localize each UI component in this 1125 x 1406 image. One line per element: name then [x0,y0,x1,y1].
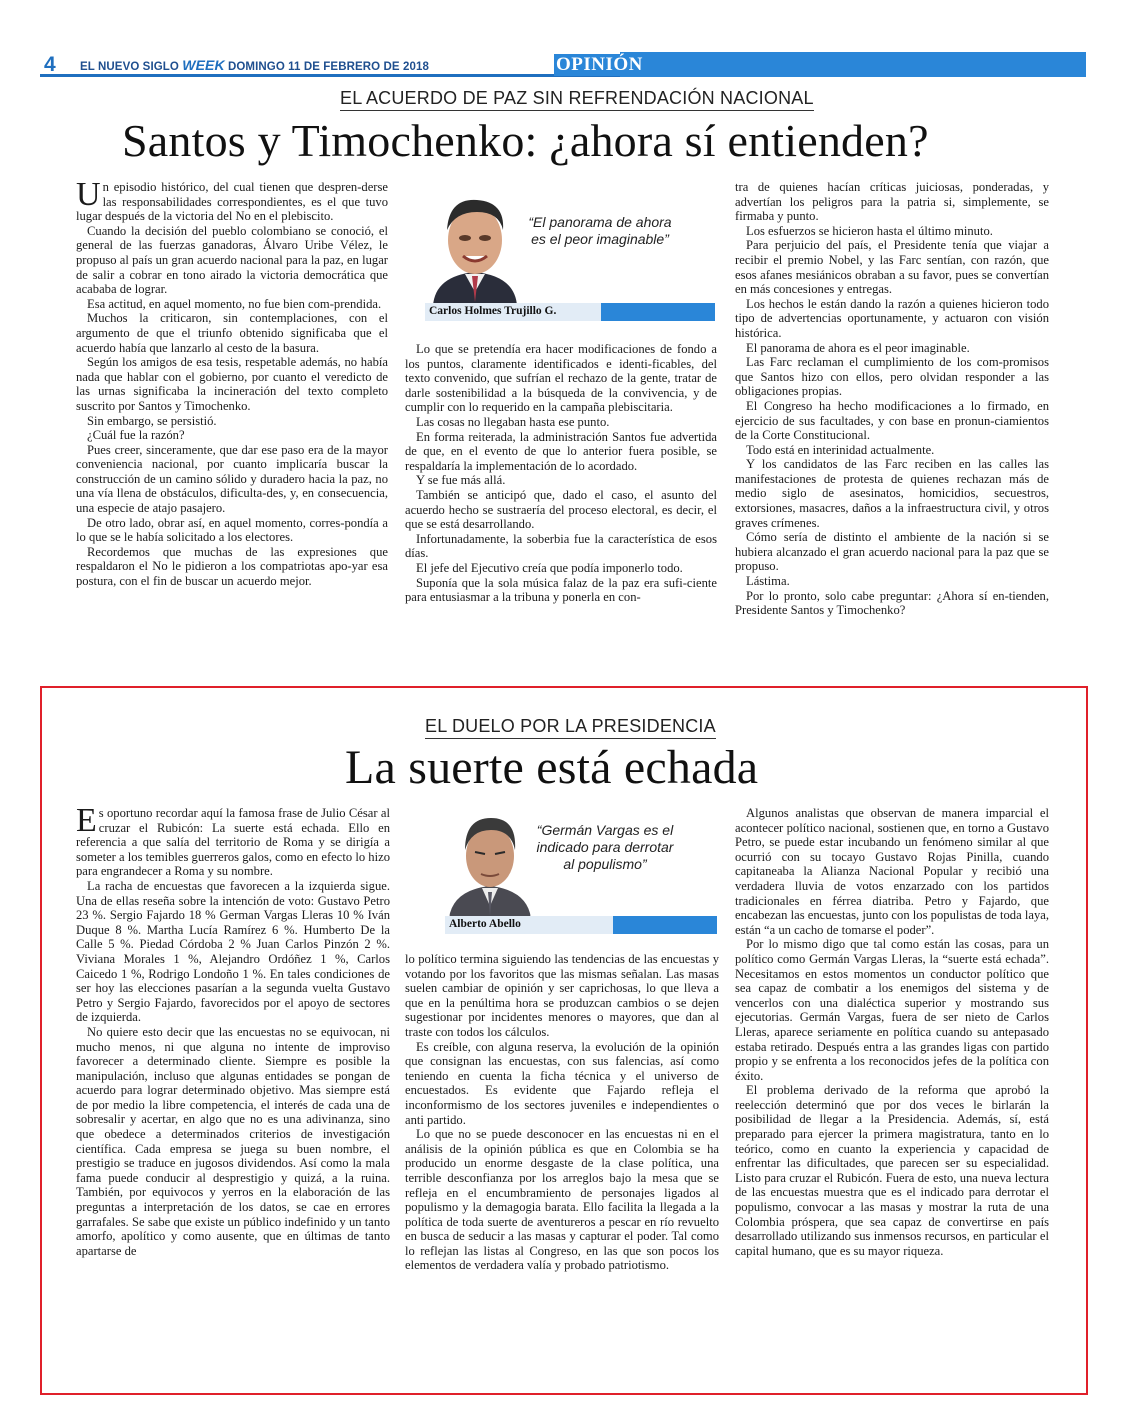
paragraph: Pues creer, sinceramente, que dar ese paso era de la mayor conveniencia nacional, por cuanto implicaría buscar la construcción de un camino sólido y duradero hacia la paz, no una vía llena de obstáculos, dificulta-des, y, en consecuencia, una especie de atajo pasajero. [76,442,388,516]
dropcap: U [76,176,101,213]
masthead [40,52,1086,77]
article1-author-box [405,182,715,324]
article1-author-bar [425,303,715,321]
paragraph: Y los candidatos de las Farc reciben en las calles las manifestaciones de protesta de quienes rechazan más de medio siglo de asesinatos, homicidios, secuestros, extorsiones, masacres, daños a la infraestructura civil, y otros graves crímenes. [735,457,1049,530]
article2-author-bar [445,916,717,934]
article2-column-1 [76,802,390,1258]
paragraph: Y se fue más allá. [416,473,506,488]
paragraph: Cómo sería de distinto el ambiente de la nación si se hubiera alcanzado el gran acuerdo nacional para la paz que se propuso. [735,530,1049,574]
paragraph: Es creíble, con alguna reserva, la evolución de la opinión que consignan las encuestas, con sus falencias, así como teniendo en cuenta la ficha técnica y el universo de encuestados. Es evidente que Fajardo refleja el inconformismo de los sectores juveniles e independientes o anti partido. [405,1039,719,1127]
dropcap: E [76,802,97,839]
article1-column-3 [735,180,1049,618]
paragraph: Las Farc reclaman el cumplimiento de los com-promisos que Santos hizo con ellos, pero olvidan responder a las obligaciones propias. [735,355,1049,399]
article2-kicker: EL DUELO POR LA PRESIDENCIA [425,716,716,739]
author-portrait [425,184,525,306]
paragraph: Las cosas no llegaban hasta ese punto. [416,414,610,429]
paragraph: Los hechos le están dando la razón a quienes hicieron todo tipo de advertencias oportunamente, y actuaron con visión histórica. [735,296,1049,340]
article2-author-name: Alberto Abello [449,918,521,930]
publication-name: EL NUEVO SIGLO [80,61,179,73]
article2-column-2 [405,952,719,1273]
article1-headline: Santos y Timochenko: ¿ahora sí entienden? [122,115,929,166]
paragraph: En forma reiterada, la administración Santos fue advertida de que, en el evento de que lo anterior fuera posible, se respaldaría la implementación de lo acordado. [405,429,717,473]
article2-pull-quote: “Germán Vargas es el indicado para derrotar al populismo” [536,822,674,872]
author-bar-blue [601,303,715,321]
author-portrait [445,806,535,918]
paragraph: Infortunadamente, la soberbia fue la característica de esos días. [405,531,717,561]
paragraph: Algunos analistas que observan de manera imparcial el acontecer político nacional, sostienen que, en torno a Gustavo Petro, se puede estar incubando un fenómeno similar al que ocurrió con su tocayo Gustavo Rojas Pinilla, cuando capitaneaba la Alianza Nacional Popular y recibió una verdadera lluvia de votos enzarzado con los partidos tradicionales en férrea diatriba. Petro y Fajardo, que encabezan las encuestas, junto con los populistas de toda laya, están “a un cacho de tomarse el poder”. [735,806,1049,937]
paragraph: No quiere esto decir que las encuestas no se equivocan, ni mucho menos, ni que alguna no intente de improviso favorecer a determinado cliente. Siempre es posible la manipulación, incluso que algunas entidades se pongan de acuerdo para lograr determinado objetivo. Mas siempre está de por medio la libre competencia, el interés de cada una de sobresalir y acertar, en algo que no es una adivinanza, sino que obedece a determinados criterios de investigación científica. Cada empresa se juega su buen nombre, el prestigio se traduce en jugosos dividendos. Así como la mala fama puede conducir al desprestigio y quizá, a la ruina. También, por equivocos y yerros en la elaboración de las preguntas a interpretación de los datos, se cae en errores garrafales. Se sabe que existe un público indefinido y un tanto amorfo, apolítico y como ausente, que en últimas de tanto apartarse de [76,1024,390,1258]
paragraph: Los esfuerzos se hicieron hasta el último minuto. [746,223,993,238]
paragraph: De otro lado, obrar así, en aquel momento, corres-pondía a lo que se le había solicitado a los electores. [76,515,388,545]
masthead-text [80,57,429,73]
paragraph: La racha de encuestas que favorecen a la izquierda sigue. Una de ellas reseña sobre la intención de voto: Gustavo Petro 23 %. Sergio Fajardo 18 % German Vargas Lleras 10 % Iván Duque 8 %. Martha Lucía Ramírez 6 %. Humberto De la Calle 5 %. Piedad Córdoba 2 % Juan Carlos Pinzón 2 %. Viviana Morales 1 %, Alejandro Ordóñez 1 %, Carlos Caicedo 1 %, Rodrigo Londoño 1 %. En tales condiciones de ser hoy las elecciones pasarían a la segunda vuelta Gustavo Petro y Sergio Fajardo, favorecidos por el apoyo de sectores de izquierda. [76,878,390,1025]
paragraph: Esa actitud, en aquel momento, no fue bien com-prendida. [87,296,382,311]
paragraph: Todo está en interinidad actualmente. [746,442,935,457]
article1-author-name: Carlos Holmes Trujillo G. [429,305,557,317]
paragraph: Un episodio histórico, del cual tienen que despren-derse las responsabilidades correspondientes, es el que tuvo lugar después de la victoria del No en el plebiscito. [76,176,388,224]
paragraph: Recordemos que muchas de las expresiones que respaldaron el No le pidieron a los compatriotas apo-yar esa postura, con el fin de buscar un acuerdo mejor. [76,544,388,589]
edition-name: WEEK [182,57,225,73]
article2-author-box [405,806,717,936]
paragraph: También se anticipó que, dado el caso, el asunto del acuerdo hecho se sustraería del proceso electoral, es decir, el que se está desarrollando. [405,487,717,532]
paragraph: Es oportuno recordar aquí la famosa frase de Julio César al cruzar el Rubicón: La suerte está echada. Ello en referencia a que salía del territorio de Roma y se dirigía a someter a los temibles guerreros galos, como en efecto lo hizo para engrandecer a Roma y su nombre. [76,802,390,879]
paragraph: Cuando la decisión del pueblo colombiano se conoció, el general de las fuerzas ganadoras, Álvaro Uribe Vélez, le propuso al país un gran acuerdo nacional para la paz, en lugar de salir a cobrar en tono airado la victoria democrática que acababa de lograr. [76,223,388,297]
paragraph: Lo que no se puede desconocer en las encuestas ni en el análisis de la opinión pública es que en Colombia se ha producido un enorme desgaste de la clase política, una terrible desconfianza por los arreglos bajo la mesa que se refleja en el encumbramiento de personajes ligados al populismo y la demagogia barata. Ello facilita la llegada a la política de toda suerte de aventureros a pescar en río revuelto en busca de seducir a las masas y capturar el poder. Tal como lo reflejan las listas al Congreso, en las que son pocos los elementos de verdadera valía y probado patriotismo. [405,1127,719,1273]
paragraph: El panorama de ahora es el peor imaginable. [746,340,970,355]
paragraph: Suponía que la sola música falaz de la paz era sufi-ciente para entusiasmar a la tribuna y ponerla en con- [405,575,717,605]
article1-pull-quote: “El panorama de ahora es el peor imaginable” [528,214,672,247]
paragraph: El Congreso ha hecho modificaciones a lo firmado, en ejercicio de sus facultades, y con base en pronun-ciamientos de la Corte Constitucional. [735,398,1049,443]
article1-column-1 [76,176,388,589]
paragraph: Sin embargo, se persistió. [87,413,217,428]
page-number: 4 [44,53,56,76]
article1-kicker: EL ACUERDO DE PAZ SIN REFRENDACIÓN NACIONAL [340,88,814,111]
paragraph: Para perjuicio del país, el Presidente tenía que viajar a recibir el premio Nobel, y las Farc sentían, con razón, que esos afanes mesiánicos obraban a su favor, pues se convertían en más concesiones y entregas. [735,238,1049,297]
masthead-left [40,52,620,77]
paragraph: ¿Cuál fue la razón? [87,428,185,443]
paragraph: Lástima. [746,574,790,589]
article2-headline: La suerte está echada [345,741,759,794]
paragraph: tra de quienes hacían críticas juiciosas, ponderadas, y advertían los peligros para la patria si, simplemente, se firmaba y punto. [735,180,1049,224]
paragraph: Por lo mismo digo que tal como están las cosas, para un político como Germán Vargas Lleras, la “suerte está echada”. Necesitamos en estos momentos un conductor político que sea capaz de combatir a los enemigos del sistema y de vencerlos con una dialéctica superior y mostrando sus ejecutorias. Germán Vargas, fuera de ser nieto de Carlos Lleras, aparece seriamente en política cuando su antepasado estaba retirado. Después entra a las grandes ligas con partido propio y se enfrenta a los reconocidos jefes de la política con éxito. [735,937,1049,1083]
paragraph: lo político termina siguiendo las tendencias de las encuestas y votando por los favoritos que las mismas señalan. Las masas suelen cambiar de opinión y ser caprichosas, lo que lleva a que en la penúltima hora se produzcan cambios o se dejen sugestionar por incidentes menores o mayores, que dan al traste con todos los cálculos. [405,952,719,1039]
paragraph: El jefe del Ejecutivo creía que podía imponerlo todo. [416,560,683,575]
article2-column-3 [735,806,1049,1258]
section-label: OPINIÓN [556,54,643,75]
paragraph: Según los amigos de esa tesis, respetable además, no había nada que hablar con el gobierno, por cuanto el veredicto de las urnas significaba la incineración del texto completo suscrito por Santos y Timochenko. [76,355,388,413]
paragraph: Por lo pronto, solo cabe preguntar: ¿Ahora sí en-tienden, Presidente Santos y Timochenko? [735,588,1049,618]
article1-column-2 [405,342,717,605]
paragraph: Lo que se pretendía era hacer modificaciones de fondo a los puntos, claramente identificados e identi-ficables, del texto convenido, que sufrían el rechazo de la gente, tratar de darle sostenibilidad a la búsqueda de la convivencia, y de cumplir con lo requerido en la campaña plebiscitaria. [405,342,717,415]
issue-date: DOMINGO 11 DE FEBRERO DE 2018 [227,61,429,73]
paragraph: Muchos la criticaron, sin contemplaciones, con el argumento de que el triunfo obtenido significaba que el acuerdo había que lanzarlo al cesto de la basura. [76,311,388,355]
paragraph: El problema derivado de la reforma que aprobó la reelección determinó que por dos veces le birlarán la posibilidad de llegar a la Presidencia. Además, sí, está preparado para ejercer la primera magistratura, tanto en lo teórico, como en cuanto la experiencia y capacidad de enfrentar las dificultades, que parecen ser su especialidad. Listo para cruzar el Rubicón. Fuera de esto, una nueva lectura de las encuestas muestra que es el indicado para derrotar el populismo, convocar a las masas y mostrar la ruta de una Colombia próspera, que sea capaz de convertirse en país desarrollado utilizando sus inmensos recursos, en particular el capital humano, que es su mayor riqueza. [735,1083,1049,1258]
author-bar-blue [613,916,717,934]
